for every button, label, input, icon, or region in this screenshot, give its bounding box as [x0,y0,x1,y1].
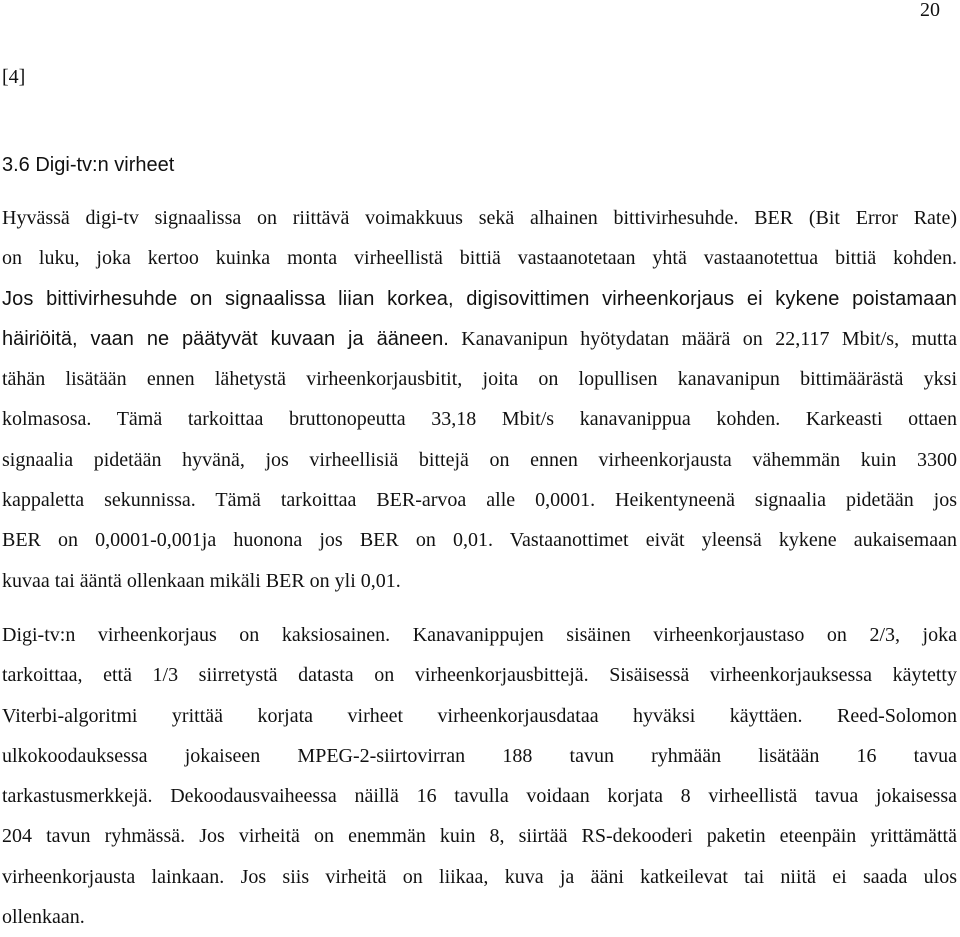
paragraph-line: Digi-tv:n virheenkorjaus on kaksiosainen. Kanavanippujen sisäinen virheenkorjaustaso on 2/3, joka [2,624,957,646]
paragraph-line: Jos bittivirhesuhde on signaalissa liian korkea, digisovittimen virheenkorjaus ei kykene poistamaan [2,287,957,310]
paragraph-line: kuvaa tai ääntä ollenkaan mikäli BER on yli 0,01. [2,569,401,592]
paragraph-line [2,399,957,439]
paragraph-line: Viterbi-algoritmi yrittää korjata virheet virheenkorjausdataa hyväksi käyttäen. Reed-Solomon [2,704,957,727]
line-segment: Karkeasti ottaen [805,408,958,431]
paragraph-ber [2,198,957,601]
paragraph-line: virheenkorjausta lainkaan. Jos siis virheitä on liikaa, kuva ja ääni katkeilevat tai niitä ei saada ulos [2,865,957,888]
paragraph-line: tarkoittaa, että 1/3 siirretystä datasta on virheenkorjausbittejä. Sisäisessä virheenkorjauksessa käytetty [2,664,957,687]
paragraph-error-correction [2,615,957,937]
line-segment: kolmasosa. Tämä tarkoittaa bruttonopeutta 33,18 Mbit/s kanavanippua kohden. [2,408,781,431]
paragraph-line: Hyvässä digi-tv signaalissa on riittävä voimakkuus sekä alhainen bittivirhesuhde. BER (Bit Error Rate) [2,207,957,229]
paragraph-line: on luku, joka kertoo kuinka monta virheellistä bittiä vastaanotetaan yhtä vastaanotettua bittiä kohden. [2,247,957,270]
paragraph-line: tähän lisätään ennen lähetystä virheenkorjausbitit, joita on lopullisen kanavanipun bittimäärästä yksi [2,368,957,391]
paragraph-line: tarkastusmerkkejä. Dekoodausvaiheessa näillä 16 tavulla voidaan korjata 8 virheellistä tavua jokaisessa [2,785,957,808]
section-heading: 3.6 Digi-tv:n virheet [2,154,175,176]
paragraph-line: BER on 0,0001-0,001ja huonona jos BER on 0,01. Vastaanottimet eivät yleensä kykene aukaisemaan [2,529,957,552]
page-number: 20 [920,0,940,21]
reference-marker: [4] [2,66,26,88]
paragraph-line: signaalia pidetään hyvänä, jos virheellisiä bittejä on ennen virheenkorjausta vähemmän kuin 3300 [2,448,957,471]
paragraph-line [2,319,957,359]
paragraph-line: kappaletta sekunnissa. Tämä tarkoittaa BER-arvoa alle 0,0001. Heikentyneenä signaalia pidetään jos [2,489,957,512]
line-segment: Kanavanipun hyötydatan määrä on 22,117 Mbit/s, mutta [461,327,958,350]
line-segment: häiriöitä, vaan ne päätyvät kuvaan ja ääneen. [2,327,449,350]
paragraph-line: ulkokoodauksessa jokaiseen MPEG-2-siirtovirran 188 tavun ryhmään lisätään 16 tavua [2,744,957,767]
paragraph-line: ollenkaan. [2,906,85,929]
paragraph-line: 204 tavun ryhmässä. Jos virheitä on enemmän kuin 8, siirtää RS-dekooderi paketin eteenpäin yrittämättä [2,825,957,848]
